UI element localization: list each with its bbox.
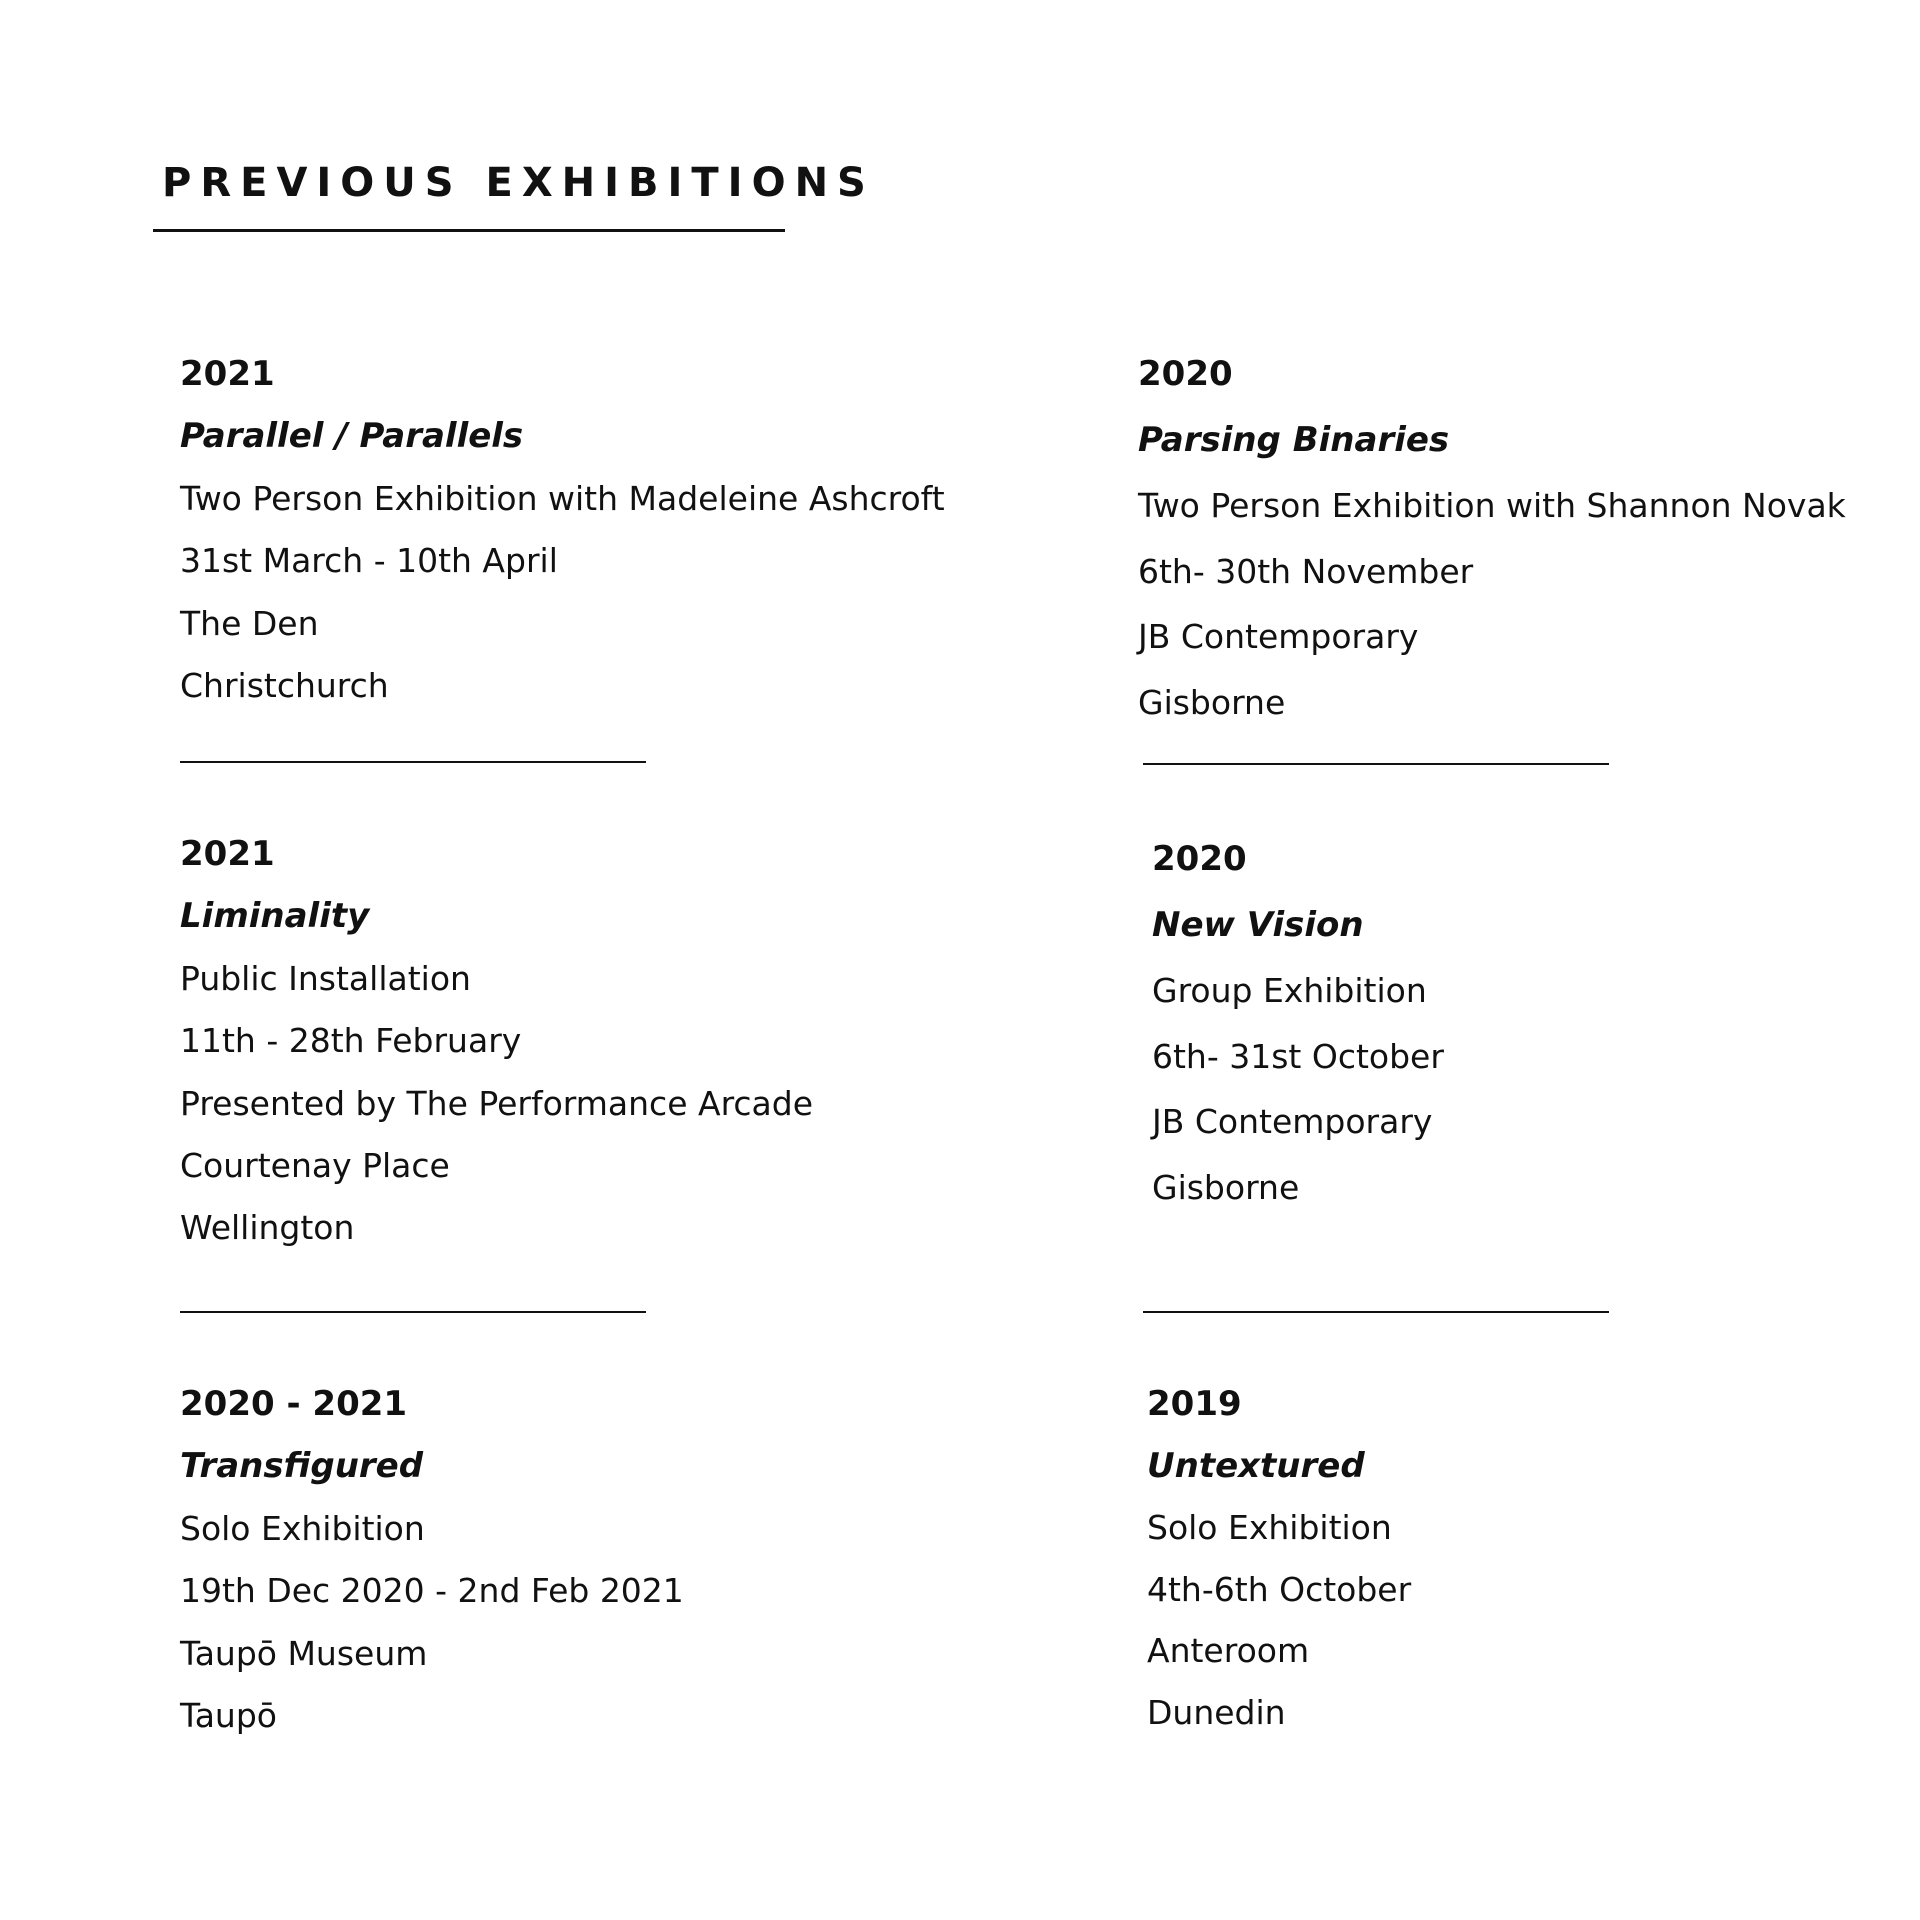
exhibition-city: Gisborne bbox=[1138, 682, 1286, 722]
page-title: PREVIOUS EXHIBITIONS bbox=[162, 160, 875, 206]
exhibition-year: 2020 bbox=[1152, 839, 1247, 879]
exhibition-name: Parsing Binaries bbox=[1138, 419, 1450, 460]
exhibition-type: Two Person Exhibition with Madeleine Ashcroft bbox=[180, 478, 945, 518]
exhibition-entry-liminality bbox=[180, 823, 813, 1260]
exhibition-entry-untextured bbox=[1147, 1374, 1411, 1744]
exhibition-city: Taupō bbox=[180, 1696, 277, 1736]
entry-divider bbox=[1143, 1311, 1609, 1313]
exhibition-year: 2020 - 2021 bbox=[180, 1384, 408, 1424]
exhibition-dates: 4th-6th October bbox=[1147, 1569, 1412, 1609]
exhibition-city: Dunedin bbox=[1147, 1692, 1286, 1732]
exhibition-year: 2021 bbox=[180, 354, 275, 394]
title-underline bbox=[153, 229, 785, 232]
exhibition-year: 2020 bbox=[1138, 354, 1233, 394]
exhibition-entry-new-vision bbox=[1152, 827, 1444, 1220]
exhibition-name: Transfigured bbox=[180, 1446, 424, 1487]
exhibition-city: Gisborne bbox=[1152, 1167, 1300, 1207]
exhibition-dates: 6th- 30th November bbox=[1138, 551, 1474, 591]
exhibition-entry-parsing-binaries bbox=[1138, 342, 1846, 735]
exhibition-dates: 19th Dec 2020 - 2nd Feb 2021 bbox=[180, 1571, 684, 1611]
exhibition-city: Wellington bbox=[180, 1208, 355, 1248]
exhibition-venue: Taupō Museum bbox=[180, 1633, 428, 1673]
exhibition-type: Public Installation bbox=[180, 958, 471, 998]
entry-divider bbox=[180, 761, 646, 763]
exhibition-venue: The Den bbox=[180, 603, 319, 643]
exhibition-type: Solo Exhibition bbox=[180, 1508, 425, 1548]
exhibition-dates: 6th- 31st October bbox=[1152, 1036, 1444, 1076]
exhibition-venue: JB Contemporary bbox=[1138, 617, 1419, 656]
exhibition-dates: 31st March - 10th April bbox=[180, 541, 558, 581]
exhibition-entry-transfigured bbox=[180, 1373, 684, 1747]
exhibition-name: Untextured bbox=[1147, 1445, 1365, 1486]
exhibition-venue: Courtenay Place bbox=[180, 1146, 450, 1186]
entry-divider bbox=[180, 1311, 646, 1313]
exhibition-city: Christchurch bbox=[180, 666, 389, 706]
exhibition-venue: JB Contemporary bbox=[1152, 1102, 1433, 1141]
exhibition-name: New Vision bbox=[1152, 904, 1364, 945]
exhibition-venue: Anteroom bbox=[1147, 1631, 1310, 1671]
exhibition-year: 2021 bbox=[180, 834, 275, 874]
exhibition-name: Liminality bbox=[180, 896, 370, 937]
exhibition-dates: 11th - 28th February bbox=[180, 1021, 522, 1061]
exhibition-year: 2019 bbox=[1147, 1384, 1242, 1424]
exhibition-presenter: Presented by The Performance Arcade bbox=[180, 1083, 814, 1123]
entry-divider bbox=[1143, 763, 1609, 765]
exhibition-name: Parallel / Parallels bbox=[180, 416, 524, 457]
exhibition-type: Two Person Exhibition with Shannon Novak bbox=[1138, 486, 1846, 525]
exhibition-entry-parallel bbox=[180, 343, 945, 717]
exhibition-type: Solo Exhibition bbox=[1147, 1508, 1392, 1548]
exhibition-type: Group Exhibition bbox=[1152, 971, 1427, 1010]
